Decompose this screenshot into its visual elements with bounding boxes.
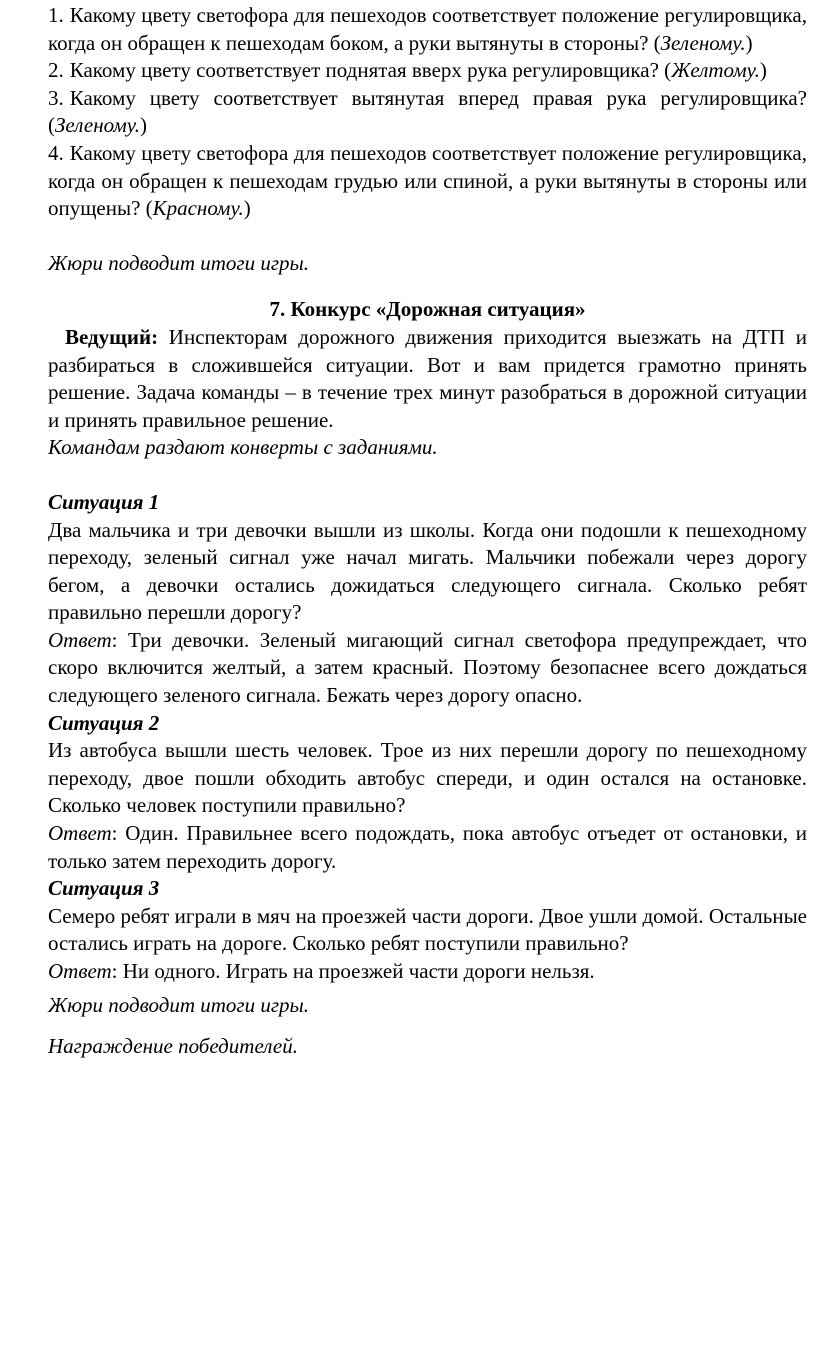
- question-number: 3.: [48, 85, 64, 110]
- awards-note: Награждение победителей.: [48, 1034, 299, 1059]
- question-answer: Красному.: [152, 196, 244, 221]
- situation-2: [48, 710, 807, 876]
- question-text: Какому цвету соответствует вытянутая вперед правая рука регулировщика? (: [48, 85, 807, 138]
- question-number: 1.: [48, 3, 64, 27]
- situation-title: Ситуация 3: [48, 876, 160, 901]
- question-text: Какому цвету светофора для пешеходов соответствует положение регулировщика, когда он обращен к пешеходам боком, а руки вытянуты в стороны? (: [48, 3, 807, 55]
- question-item: 4. Какому цвету светофора для пешеходов соответствует положение регулировщика, когда он обращен к пешеходам грудью или спиной, а руки вытянуты в стороны или опущены? (Красному.): [48, 140, 807, 221]
- question-answer: Желтому.: [671, 58, 760, 83]
- situation-1: [48, 489, 807, 710]
- situation-text: Два мальчика и три девочки вышли из школы. Когда они подошли к пешеходному переходу, зеленый сигнал уже начал мигать. Мальчики побежали через дорогу бегом, а девочки остались дожидаться следующего сигнала. Сколько ребят правильно перешли дорогу?: [48, 517, 807, 625]
- question-item: 1. Какому цвету светофора для пешеходов соответствует положение регулировщика, когда он обращен к пешеходам боком, а руки вытянуты в стороны? (Зеленому.): [48, 3, 807, 55]
- situation-title: Ситуация 2: [48, 710, 160, 735]
- question-list: [48, 0, 807, 223]
- question-number: 4.: [48, 140, 64, 165]
- situation-3: [48, 875, 807, 985]
- answer-label: Ответ: [48, 959, 112, 983]
- question-text: Какому цвету светофора для пешеходов соответствует положение регулировщика, когда он обращен к пешеходам грудью или спиной, а руки вытянуты в стороны или опущены? (: [48, 140, 807, 221]
- question-answer: Зеленому.: [55, 113, 140, 138]
- question-number: 2.: [48, 58, 64, 83]
- situation-title: Ситуация 1: [48, 489, 160, 514]
- jury-note-final: Жюри подводит итоги игры.: [48, 992, 310, 1017]
- situation-answer: Ответ: Один. Правильнее всего подождать, пока автобус отъедет от остановки, и только затем переходить дорогу.: [48, 821, 807, 873]
- situation-answer: Ответ: Три девочки. Зеленый мигающий сигнал светофора предупреждает, что скоро включится желтый, а затем красный. Поэтому безопаснее всего дождаться следующего зеленого сигнала. Бежать через дорогу опасно.: [48, 627, 807, 708]
- question-item: 3. Какому цвету соответствует вытянутая вперед правая рука регулировщика? (Зеленому.): [48, 85, 807, 138]
- situation-text: Семеро ребят играли в мяч на проезжей части дороги. Двое ушли домой. Остальные остались играть на дороге. Сколько ребят поступили правильно?: [48, 903, 807, 956]
- situation-answer: Ответ: Ни одного. Играть на проезжей части дороги нельзя.: [48, 959, 595, 983]
- question-answer: Зеленому.: [660, 30, 746, 55]
- question-item: 2. Какому цвету соответствует поднятая вверх рука регулировщика? (Желтому.): [48, 58, 767, 83]
- answer-label: Ответ: [48, 821, 112, 846]
- question-text: Какому цвету соответствует поднятая вверх рука регулировщика? (: [69, 58, 672, 83]
- jury-note: Жюри подводит итоги игры.: [48, 250, 310, 275]
- answer-label: Ответ: [48, 627, 112, 652]
- envelopes-note: Командам раздают конверты с заданиями.: [48, 435, 438, 460]
- host-label: Ведущий:: [65, 324, 159, 349]
- host-intro: [48, 324, 807, 434]
- section-heading: 7. Конкурс «Дорожная ситуация»: [269, 297, 586, 322]
- situation-text: Из автобуса вышли шесть человек. Трое из них перешли дорогу по пешеходному переходу, двое пошли обходить автобус спереди, и один остался на остановке. Сколько человек поступили правильно?: [48, 738, 807, 818]
- host-text: Инспекторам дорожного движения приходится выезжать на ДТП и разбираться в сложившейся ситуации. Вот и вам придется грамотно принять решение. Задача команды – в течение трех минут разобраться в дорожной ситуации и принять правильное решение.: [48, 324, 807, 432]
